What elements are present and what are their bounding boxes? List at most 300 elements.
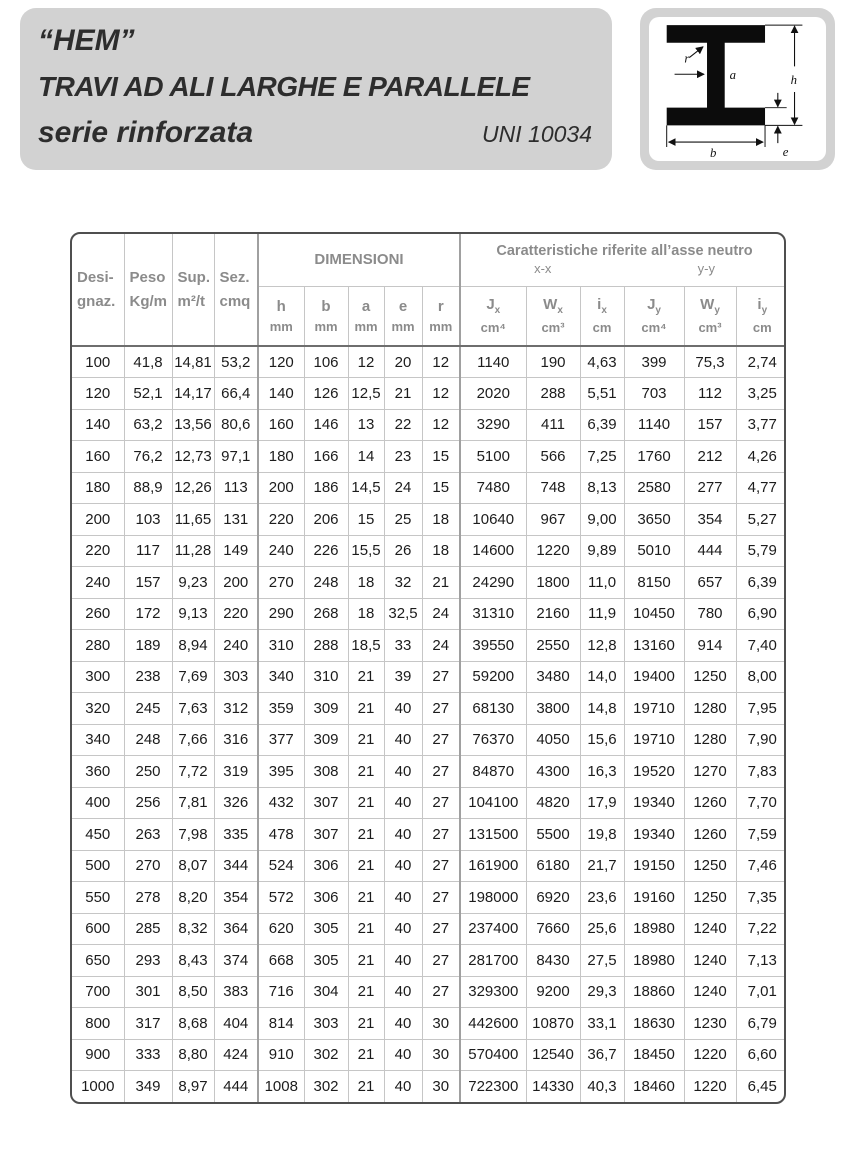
cell-jx: 198000 — [460, 882, 526, 914]
cell-sup: 12,73 — [172, 441, 214, 473]
cell-wx: 4300 — [526, 756, 580, 788]
cell-ix: 21,7 — [580, 850, 624, 882]
cell-jy: 18450 — [624, 1039, 684, 1071]
cell-iy: 3,25 — [736, 378, 786, 410]
cell-designazione: 140 — [72, 409, 124, 441]
dim-arrow-r — [689, 47, 703, 58]
cell-e: 40 — [384, 1071, 422, 1103]
table-row — [72, 724, 786, 756]
cell-wx: 4820 — [526, 787, 580, 819]
col-header-designazione: Desi- gnaz. — [72, 234, 124, 346]
diagram-box — [640, 8, 835, 170]
cell-iy: 7,59 — [736, 819, 786, 851]
beam-table-body — [72, 346, 786, 1102]
cell-ix: 9,00 — [580, 504, 624, 536]
cell-wx: 1800 — [526, 567, 580, 599]
cell-wy: 1270 — [684, 756, 736, 788]
beam-table — [72, 234, 786, 1102]
cell-ix: 9,89 — [580, 535, 624, 567]
cell-iy: 7,95 — [736, 693, 786, 725]
cell-e: 40 — [384, 976, 422, 1008]
cell-wx: 8430 — [526, 945, 580, 977]
table-row — [72, 378, 786, 410]
cell-iy: 7,35 — [736, 882, 786, 914]
cell-ix: 15,6 — [580, 724, 624, 756]
cell-sez: 149 — [214, 535, 258, 567]
col-header-ix: $i_x$ cm — [580, 286, 624, 346]
cell-sup: 7,98 — [172, 819, 214, 851]
cell-h: 524 — [258, 850, 304, 882]
cell-iy: 4,77 — [736, 472, 786, 504]
cell-wx: 190 — [526, 346, 580, 378]
ibeam-diagram — [649, 17, 826, 161]
cell-sup: 11,65 — [172, 504, 214, 536]
cell-a: 21 — [348, 913, 384, 945]
cell-iy: 7,70 — [736, 787, 786, 819]
cell-e: 40 — [384, 850, 422, 882]
table-row — [72, 504, 786, 536]
cell-r: 15 — [422, 472, 460, 504]
cell-wx: 1220 — [526, 535, 580, 567]
cell-jy: 18460 — [624, 1071, 684, 1103]
cell-h: 200 — [258, 472, 304, 504]
cell-r: 24 — [422, 630, 460, 662]
cell-sez: 303 — [214, 661, 258, 693]
cell-e: 40 — [384, 756, 422, 788]
cell-jy: 19710 — [624, 693, 684, 725]
cell-a: 21 — [348, 1071, 384, 1103]
cell-h: 270 — [258, 567, 304, 599]
cell-peso: 245 — [124, 693, 172, 725]
cell-sup: 8,20 — [172, 882, 214, 914]
cell-jy: 1140 — [624, 409, 684, 441]
cell-a: 14,5 — [348, 472, 384, 504]
cell-e: 24 — [384, 472, 422, 504]
cell-jy: 19340 — [624, 787, 684, 819]
col-header-peso: Peso Kg/m — [124, 234, 172, 346]
cell-b: 309 — [304, 724, 348, 756]
cell-b: 307 — [304, 787, 348, 819]
cell-wx: 6180 — [526, 850, 580, 882]
cell-h: 1008 — [258, 1071, 304, 1103]
cell-sez: 326 — [214, 787, 258, 819]
cell-peso: 117 — [124, 535, 172, 567]
cell-sup: 8,68 — [172, 1008, 214, 1040]
cell-b: 206 — [304, 504, 348, 536]
cell-iy: 7,13 — [736, 945, 786, 977]
cell-b: 308 — [304, 756, 348, 788]
cell-jx: 10640 — [460, 504, 526, 536]
cell-sez: 319 — [214, 756, 258, 788]
cell-jy: 10450 — [624, 598, 684, 630]
cell-h: 478 — [258, 819, 304, 851]
cell-jx: 161900 — [460, 850, 526, 882]
cell-ix: 40,3 — [580, 1071, 624, 1103]
cell-designazione: 600 — [72, 913, 124, 945]
cell-jx: 442600 — [460, 1008, 526, 1040]
cell-e: 40 — [384, 882, 422, 914]
cell-jy: 3650 — [624, 504, 684, 536]
cell-ix: 17,9 — [580, 787, 624, 819]
cell-wx: 3480 — [526, 661, 580, 693]
axis-y-label: y-y — [697, 261, 715, 277]
cell-r: 21 — [422, 567, 460, 599]
cell-jy: 19400 — [624, 661, 684, 693]
cell-ix: 23,6 — [580, 882, 624, 914]
cell-e: 40 — [384, 945, 422, 977]
cell-h: 310 — [258, 630, 304, 662]
table-row — [72, 567, 786, 599]
header-band — [20, 8, 612, 170]
cell-r: 12 — [422, 346, 460, 378]
cell-jx: 76370 — [460, 724, 526, 756]
cell-wy: 112 — [684, 378, 736, 410]
table-row — [72, 1039, 786, 1071]
cell-h: 240 — [258, 535, 304, 567]
cell-wx: 3800 — [526, 693, 580, 725]
cell-peso: 103 — [124, 504, 172, 536]
cell-r: 12 — [422, 409, 460, 441]
cell-jx: 31310 — [460, 598, 526, 630]
cell-sez: 312 — [214, 693, 258, 725]
cell-b: 303 — [304, 1008, 348, 1040]
cell-e: 25 — [384, 504, 422, 536]
uni-standard-label: UNI 10034 — [482, 121, 592, 147]
cell-ix: 16,3 — [580, 756, 624, 788]
cell-jy: 1760 — [624, 441, 684, 473]
cell-b: 306 — [304, 850, 348, 882]
cell-sup: 9,23 — [172, 567, 214, 599]
cell-sez: 316 — [214, 724, 258, 756]
cell-e: 40 — [384, 693, 422, 725]
cell-jx: 14600 — [460, 535, 526, 567]
cell-sez: 404 — [214, 1008, 258, 1040]
col-header-r: r mm — [422, 286, 460, 346]
cell-jy: 18980 — [624, 913, 684, 945]
cell-r: 30 — [422, 1039, 460, 1071]
cell-r: 18 — [422, 535, 460, 567]
cell-jx: 7480 — [460, 472, 526, 504]
cell-peso: 250 — [124, 756, 172, 788]
cell-r: 27 — [422, 976, 460, 1008]
cell-sup: 12,26 — [172, 472, 214, 504]
header-group-row — [72, 234, 786, 286]
cell-r: 27 — [422, 850, 460, 882]
cell-designazione: 160 — [72, 441, 124, 473]
cell-sez: 383 — [214, 976, 258, 1008]
cell-e: 21 — [384, 378, 422, 410]
cell-a: 13 — [348, 409, 384, 441]
cell-a: 15,5 — [348, 535, 384, 567]
cell-peso: 317 — [124, 1008, 172, 1040]
cell-a: 14 — [348, 441, 384, 473]
cell-b: 186 — [304, 472, 348, 504]
cell-sez: 374 — [214, 945, 258, 977]
axes-row — [461, 261, 786, 276]
cell-r: 12 — [422, 378, 460, 410]
cell-peso: 285 — [124, 913, 172, 945]
cell-jy: 19160 — [624, 882, 684, 914]
cell-sez: 424 — [214, 1039, 258, 1071]
cell-designazione: 320 — [72, 693, 124, 725]
cell-ix: 33,1 — [580, 1008, 624, 1040]
cell-jx: 24290 — [460, 567, 526, 599]
cell-wy: 1280 — [684, 724, 736, 756]
cell-r: 18 — [422, 504, 460, 536]
cell-wx: 411 — [526, 409, 580, 441]
cell-r: 27 — [422, 945, 460, 977]
cell-jx: 3290 — [460, 409, 526, 441]
cell-wy: 277 — [684, 472, 736, 504]
col-header-h: h mm — [258, 286, 304, 346]
cell-e: 40 — [384, 913, 422, 945]
cell-jy: 19340 — [624, 819, 684, 851]
table-row — [72, 882, 786, 914]
cell-r: 27 — [422, 693, 460, 725]
cell-r: 30 — [422, 1071, 460, 1103]
cell-a: 21 — [348, 945, 384, 977]
cell-peso: 248 — [124, 724, 172, 756]
cell-b: 248 — [304, 567, 348, 599]
col-header-jy: $J_y$ cm⁴ — [624, 286, 684, 346]
cell-r: 15 — [422, 441, 460, 473]
cell-e: 40 — [384, 1039, 422, 1071]
table-row — [72, 756, 786, 788]
cell-wy: 1250 — [684, 882, 736, 914]
cell-iy: 3,77 — [736, 409, 786, 441]
cell-a: 21 — [348, 1039, 384, 1071]
cell-h: 160 — [258, 409, 304, 441]
cell-a: 21 — [348, 976, 384, 1008]
table-row — [72, 913, 786, 945]
cell-jx: 84870 — [460, 756, 526, 788]
cell-peso: 76,2 — [124, 441, 172, 473]
cell-wx: 9200 — [526, 976, 580, 1008]
cell-r: 27 — [422, 913, 460, 945]
cell-a: 21 — [348, 756, 384, 788]
cell-a: 21 — [348, 661, 384, 693]
cell-h: 814 — [258, 1008, 304, 1040]
table-row — [72, 598, 786, 630]
cell-r: 27 — [422, 724, 460, 756]
cell-h: 432 — [258, 787, 304, 819]
diagram-panel — [649, 17, 826, 161]
cell-iy: 6,90 — [736, 598, 786, 630]
cell-designazione: 550 — [72, 882, 124, 914]
cell-e: 33 — [384, 630, 422, 662]
cell-ix: 25,6 — [580, 913, 624, 945]
dim-label-r: r — [684, 51, 690, 66]
cell-wy: 444 — [684, 535, 736, 567]
table-row — [72, 441, 786, 473]
cell-iy: 8,00 — [736, 661, 786, 693]
col-group-dimensioni: DIMENSIONI — [258, 234, 460, 286]
cell-jx: 68130 — [460, 693, 526, 725]
cell-b: 307 — [304, 819, 348, 851]
cell-a: 21 — [348, 882, 384, 914]
cell-designazione: 300 — [72, 661, 124, 693]
cell-wy: 157 — [684, 409, 736, 441]
cell-iy: 4,26 — [736, 441, 786, 473]
cell-sez: 335 — [214, 819, 258, 851]
cell-wx: 14330 — [526, 1071, 580, 1103]
cell-wx: 2550 — [526, 630, 580, 662]
cell-sup: 11,28 — [172, 535, 214, 567]
cell-jx: 131500 — [460, 819, 526, 851]
cell-wx: 6920 — [526, 882, 580, 914]
cell-jy: 18860 — [624, 976, 684, 1008]
cell-designazione: 240 — [72, 567, 124, 599]
cell-sez: 364 — [214, 913, 258, 945]
table-row — [72, 976, 786, 1008]
cell-a: 21 — [348, 693, 384, 725]
cell-ix: 27,5 — [580, 945, 624, 977]
title-row — [38, 110, 594, 157]
cell-designazione: 360 — [72, 756, 124, 788]
cell-sez: 354 — [214, 882, 258, 914]
cell-sup: 8,07 — [172, 850, 214, 882]
cell-designazione: 1000 — [72, 1071, 124, 1103]
cell-r: 24 — [422, 598, 460, 630]
table-row — [72, 819, 786, 851]
cell-jx: 329300 — [460, 976, 526, 1008]
cell-sup: 7,66 — [172, 724, 214, 756]
cell-b: 309 — [304, 693, 348, 725]
cell-b: 126 — [304, 378, 348, 410]
cell-wx: 7660 — [526, 913, 580, 945]
cell-e: 32 — [384, 567, 422, 599]
dim-label-a: a — [729, 68, 737, 83]
cell-sup: 13,56 — [172, 409, 214, 441]
cell-r: 27 — [422, 819, 460, 851]
cell-a: 12,5 — [348, 378, 384, 410]
cell-peso: 263 — [124, 819, 172, 851]
cell-jx: 39550 — [460, 630, 526, 662]
table-row — [72, 472, 786, 504]
col-header-e: e mm — [384, 286, 422, 346]
cell-designazione: 450 — [72, 819, 124, 851]
cell-a: 18 — [348, 567, 384, 599]
cell-iy: 2,74 — [736, 346, 786, 378]
cell-iy: 6,60 — [736, 1039, 786, 1071]
cell-ix: 14,0 — [580, 661, 624, 693]
cell-iy: 7,01 — [736, 976, 786, 1008]
cell-sup: 14,81 — [172, 346, 214, 378]
cell-ix: 14,8 — [580, 693, 624, 725]
cell-jy: 13160 — [624, 630, 684, 662]
cell-jy: 18980 — [624, 945, 684, 977]
cell-sez: 53,2 — [214, 346, 258, 378]
table-row — [72, 346, 786, 378]
cell-designazione: 100 — [72, 346, 124, 378]
cell-jx: 104100 — [460, 787, 526, 819]
cell-designazione: 280 — [72, 630, 124, 662]
cell-sez: 344 — [214, 850, 258, 882]
col-header-sup: Sup. m²/t — [172, 234, 214, 346]
dim-label-b: b — [709, 145, 717, 160]
cell-designazione: 400 — [72, 787, 124, 819]
cell-peso: 333 — [124, 1039, 172, 1071]
cell-iy: 5,79 — [736, 535, 786, 567]
cell-designazione: 200 — [72, 504, 124, 536]
col-group-caratteristiche — [460, 234, 786, 286]
cell-sup: 7,81 — [172, 787, 214, 819]
cell-ix: 5,51 — [580, 378, 624, 410]
cell-e: 40 — [384, 819, 422, 851]
cell-iy: 7,22 — [736, 913, 786, 945]
cell-designazione: 500 — [72, 850, 124, 882]
cell-wy: 780 — [684, 598, 736, 630]
cell-jy: 19710 — [624, 724, 684, 756]
beam-table-container — [70, 232, 786, 1104]
table-row — [72, 945, 786, 977]
cell-e: 26 — [384, 535, 422, 567]
cell-iy: 6,79 — [736, 1008, 786, 1040]
cell-h: 377 — [258, 724, 304, 756]
cell-sez: 240 — [214, 630, 258, 662]
cell-peso: 52,1 — [124, 378, 172, 410]
cell-b: 302 — [304, 1071, 348, 1103]
cell-a: 15 — [348, 504, 384, 536]
cell-wy: 1280 — [684, 693, 736, 725]
cell-b: 302 — [304, 1039, 348, 1071]
cell-iy: 5,27 — [736, 504, 786, 536]
cell-designazione: 340 — [72, 724, 124, 756]
cell-wy: 914 — [684, 630, 736, 662]
cell-h: 140 — [258, 378, 304, 410]
cell-h: 359 — [258, 693, 304, 725]
cell-h: 220 — [258, 504, 304, 536]
cell-ix: 7,25 — [580, 441, 624, 473]
cell-a: 21 — [348, 819, 384, 851]
cell-a: 21 — [348, 787, 384, 819]
cell-ix: 4,63 — [580, 346, 624, 378]
cell-wx: 12540 — [526, 1039, 580, 1071]
cell-peso: 256 — [124, 787, 172, 819]
table-row — [72, 630, 786, 662]
cell-iy: 6,39 — [736, 567, 786, 599]
cell-sez: 97,1 — [214, 441, 258, 473]
cell-sez: 131 — [214, 504, 258, 536]
cell-sup: 8,50 — [172, 976, 214, 1008]
cell-iy: 6,45 — [747, 1078, 777, 1095]
col-header-a: a mm — [348, 286, 384, 346]
cell-h: 716 — [258, 976, 304, 1008]
cell-b: 310 — [304, 661, 348, 693]
cell-designazione: 800 — [72, 1008, 124, 1040]
cell-r: 27 — [422, 787, 460, 819]
cell-sup: 8,94 — [172, 630, 214, 662]
cell-r: 27 — [422, 661, 460, 693]
cell-sup: 7,63 — [172, 693, 214, 725]
cell-jy: 2580 — [624, 472, 684, 504]
cell-designazione: 700 — [72, 976, 124, 1008]
cell-a: 21 — [348, 724, 384, 756]
table-row — [72, 661, 786, 693]
cell-iy: 7,46 — [736, 850, 786, 882]
cell-sez: 113 — [214, 472, 258, 504]
cell-e: 20 — [384, 346, 422, 378]
cell-h: 340 — [258, 661, 304, 693]
col-header-sez: Sez. cmq — [214, 234, 258, 346]
table-row — [72, 693, 786, 725]
cell-sez: 220 — [214, 598, 258, 630]
cell-wy: 75,3 — [684, 346, 736, 378]
title-main: TRAVI AD ALI LARGHE E PARALLELE — [38, 71, 530, 102]
cell-peso: 172 — [124, 598, 172, 630]
table-row — [72, 787, 786, 819]
cell-b: 268 — [304, 598, 348, 630]
